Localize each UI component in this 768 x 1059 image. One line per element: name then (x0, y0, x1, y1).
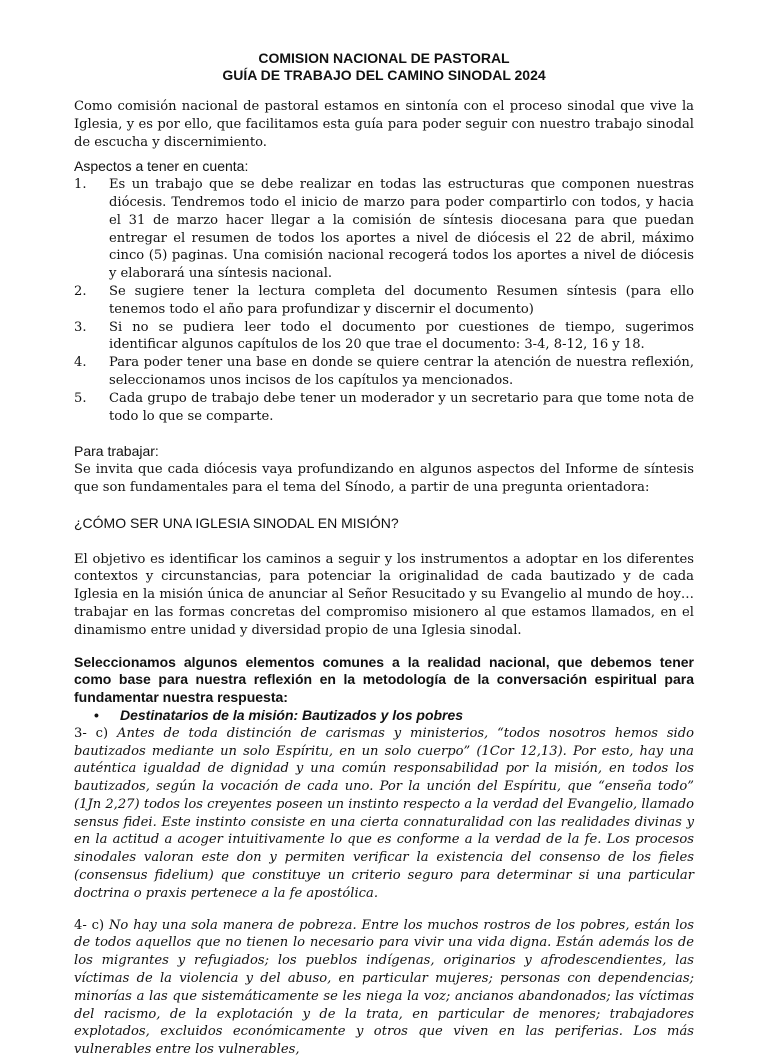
list-item (74, 283, 694, 319)
list-item-number: 2. (74, 283, 87, 299)
list-item (74, 319, 694, 355)
list-item-text: Cada grupo de trabajo debe tener un moderador y un secretario para que tome nota de todo lo que se comparte. (109, 390, 694, 424)
list-item (74, 354, 694, 390)
quote-text-1: Antes de toda distinción de carismas y ministerios, “todos nosotros hemos sido bautizados mediante un solo Espíritu, en un solo cuerpo” (1Cor 12,13). Por esto, hay una auténtica igualdad de dignidad y una común responsabilidad por la misión, en todos los bautizados, según la vocación de cada uno. Por la unción del Espíritu, que “enseña todo” (1Jn 2,27) todos los creyentes poseen un instinto respecto a la verdad del Evangelio, llamado sensus fidei. Este instinto consiste en una cierta connaturalidad con las realidades divinas y en la actitud a acoger intuitivamente lo que es conforme a la verdad de la fe. Los procesos sinodales valoran este don y permiten verificar la existencia del consenso de los fieles (consensus fidelium) que constituye un criterio seguro para determinar si una particular doctrina o praxis pertenece a la fe apostólica. (74, 725, 694, 901)
quote-ref-2: 4- c) (74, 917, 105, 933)
quote-ref-1: 3- c) (74, 725, 109, 741)
work-heading: Para trabajar: (74, 443, 159, 460)
list-item-text: Se sugiere tener la lectura completa del documento Resumen síntesis (para ello tenemos todo el año para profundizar y discernir el documento) (109, 283, 694, 317)
list-item-text: Si no se pudiera leer todo el documento por cuestiones de tiempo, sugerimos identificar algunos capítulos de los 20 que trae el documento: 3-4, 8-12, 16 y 18. (109, 319, 694, 353)
list-item (74, 390, 694, 426)
selection-paragraph: Seleccionamos algunos elementos comunes a la realidad nacional, que debemos tener como base para nuestra reflexión en la metodología de la conversación espiritual para fundamentar nuestra respuesta: (74, 653, 694, 706)
list-item-number: 4. (74, 355, 87, 371)
list-item-number: 5. (74, 390, 87, 406)
work-paragraph: Se invita que cada diócesis vaya profundizando en algunos aspectos del Informe de síntesis que son fundamentales para el tema del Sínodo, a partir de una pregunta orientadora: (74, 462, 694, 495)
question-heading: ¿CÓMO SER UNA IGLESIA SINODAL EN MISIÓN? (74, 514, 399, 531)
quote-paragraph-2 (74, 917, 694, 1059)
intro-paragraph: Como comisión nacional de pastoral estamos en sintonía con el proceso sinodal que vive la Iglesia, y es por ello, que facilitamos esta guía para poder seguir con nuestro trabajo sinodal de escucha y discernimiento. (74, 99, 694, 150)
list-item-text: Para poder tener una base en donde se quiere centrar la atención de nuestra reflexión, seleccionamos unos incisos de los capítulos ya mencionados. (109, 355, 694, 388)
list-item (74, 176, 694, 283)
bullet-item (94, 707, 694, 725)
title-line-2: GUÍA DE TRABAJO DEL CAMINO SINODAL 2024 (222, 67, 546, 83)
list-item-number: 1. (74, 177, 87, 193)
aspects-heading: Aspectos a tener en cuenta: (74, 158, 249, 175)
bullet-text: Destinatarios de la misión: Bautizados y los pobres (120, 706, 464, 723)
bullet-symbol: • (94, 706, 99, 723)
objective-paragraph: El objetivo es identificar los caminos a seguir y los instrumentos a adoptar en los diferentes contextos y circunstancias, para potenciar la originalidad de cada bautizado y de cada Iglesia en la misión única de anunciar al Señor Resucitado y su Evangelio al mundo de hoy… trabajar en las formas concretas del compromiso misionero al que estamos llamados, en el dinamismo entre unidad y diversidad propio de una Iglesia sinodal. (74, 551, 694, 638)
list-item-number: 3. (74, 319, 87, 335)
quote-text-2: No hay una sola manera de pobreza. Entre los muchos rostros de los pobres, están los de todos aquellos que no tienen lo necesario para vivir una vida digna. Están además los de los migrantes y refugiados; los pueblos indígenas, originarios y afrodescendientes, las víctimas de la violencia y del abuso, en particular mujeres; personas con dependencias; minorías a las que sistemáticamente se les niega la voz; ancianos abandonados; las víctimas del racismo, de la explotación y de la trata, en particular de menores; trabajadores explotados, excluidos económicamente y otros que viven en las periferias. Los más vulnerables entre los vulnerables, (74, 917, 694, 1058)
list-item-text: Es un trabajo que se debe realizar en todas las estructuras que componen nuestras diócesis. Tendremos todo el inicio de marzo para poder compartirlo con todos, y hacia el 31 de marzo hacer llegar a la comisión de síntesis diocesana para que puedan entregar el resumen de todos los aportes a nivel de diócesis el 22 de abril, máximo cinco (5) paginas. Una comisión nacional recogerá todos los aportes a nivel de diócesis y elaborará una síntesis nacional. (109, 177, 694, 282)
quote-paragraph-1 (74, 725, 694, 903)
title-line-1: COMISION NACIONAL DE PASTORAL (258, 50, 510, 66)
